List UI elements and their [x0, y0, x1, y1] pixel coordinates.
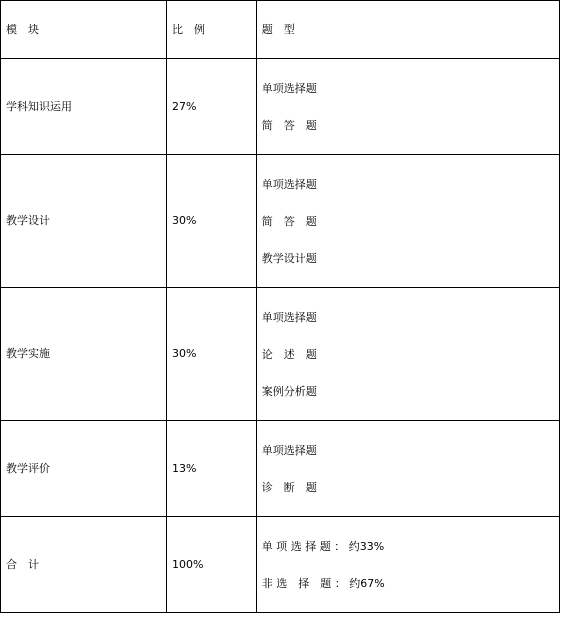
type-item: 单项选择题: [261, 177, 317, 191]
type-item: 单项选择题: [261, 81, 317, 95]
type-item: 案例分析题: [261, 384, 317, 398]
ratio-cell: 13%: [167, 421, 257, 517]
ratio-cell: 30%: [167, 155, 257, 288]
header-ratio: 比 例: [167, 1, 257, 59]
type-item: 简 答 题: [261, 214, 317, 228]
table-row: [1, 288, 560, 421]
type-item: 简 答 题: [261, 118, 317, 132]
table-row: [1, 155, 560, 288]
type-item: 单项选择题: [261, 310, 317, 324]
header-module: 模 块: [1, 1, 167, 59]
type-item: 单项选择题: [261, 443, 317, 457]
type-item: 论 述 题: [261, 347, 317, 361]
module-cell: 教学实施: [1, 288, 167, 421]
ratio-cell: 100%: [167, 517, 257, 613]
module-cell: 教学评价: [1, 421, 167, 517]
type-item: 单 项 选 择 题 ： 约33%: [261, 539, 385, 553]
type-cell: [256, 517, 559, 613]
module-cell: 合 计: [1, 517, 167, 613]
type-cell: [256, 59, 559, 155]
table-row: [1, 421, 560, 517]
type-item: 教学设计题: [261, 251, 317, 265]
ratio-cell: 30%: [167, 288, 257, 421]
type-cell: [256, 288, 559, 421]
header-type: 题 型: [256, 1, 559, 59]
ratio-cell: 27%: [167, 59, 257, 155]
module-cell: 教学设计: [1, 155, 167, 288]
type-cell: [256, 421, 559, 517]
type-item: 诊 断 题: [261, 480, 317, 494]
type-cell: [256, 155, 559, 288]
type-item: 非 选 择 题 ： 约67%: [261, 576, 385, 590]
table-header-row: [1, 1, 560, 59]
table-row-total: [1, 517, 560, 613]
module-cell: 学科知识运用: [1, 59, 167, 155]
table-row: [1, 59, 560, 155]
